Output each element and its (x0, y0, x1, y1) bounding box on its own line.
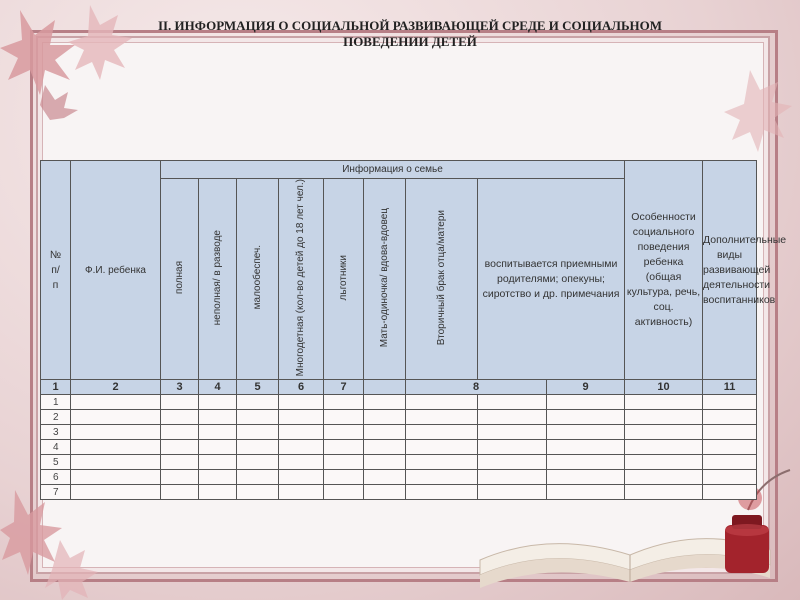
page-title (110, 18, 710, 50)
column-number: 3 (161, 380, 199, 395)
header-child-name-text: Ф.И. ребенка (85, 264, 146, 276)
column-number-row (41, 380, 757, 395)
column-number: 10 (625, 380, 703, 395)
table-row (41, 395, 757, 410)
column-number: 8 (406, 380, 547, 395)
header-behavior-text: Особенности социального поведения ребенка (общая культура, речь, соц. активность) (626, 211, 701, 329)
header-child-name (71, 161, 161, 380)
row-index: 2 (41, 410, 71, 425)
column-number: 5 (237, 380, 279, 395)
column-number: 6 (279, 380, 324, 395)
row-index: 3 (41, 425, 71, 440)
column-number: 7 (324, 380, 364, 395)
header-low-income: малообеспеч. (237, 179, 279, 380)
table-row (41, 485, 757, 500)
header-number-3: п (52, 278, 59, 291)
table-row (41, 410, 757, 425)
column-number: 4 (199, 380, 237, 395)
header-family-info-text: Информация о семье (342, 164, 443, 175)
header-large-family: Многодетная (кол-во детей до 18 лет чел.) (279, 179, 324, 380)
row-index: 7 (41, 485, 71, 500)
table-row (41, 455, 757, 470)
header-family-info (161, 161, 625, 179)
header-single-parent: Мать-одиночка/ вдова-вдовец (364, 179, 406, 380)
header-beneficiaries: льготники (324, 179, 364, 380)
header-number (41, 161, 71, 380)
row-index: 5 (41, 455, 71, 470)
table-row (41, 440, 757, 455)
row-index: 6 (41, 470, 71, 485)
maple-leaves-decoration-right (690, 60, 800, 170)
header-incomplete-family: неполная/ в разводе (199, 179, 237, 380)
header-additional-text: Дополнительные виды развивающей деятельности воспитанников (703, 233, 787, 306)
column-number: 1 (41, 380, 71, 395)
column-number: 11 (703, 380, 757, 395)
table-row (41, 425, 757, 440)
header-foster: воспитывается приемными родителями; опекуны; сиротство и др. примечания (478, 179, 625, 380)
column-number (364, 380, 406, 395)
title-line-1: II. ИНФОРМАЦИЯ О СОЦИАЛЬНОЙ РАЗВИВАЮЩЕЙ СРЕДЕ И СОЦИАЛЬНОМ (157, 18, 663, 33)
header-second-marriage: Вторичный брак отца/матери (406, 179, 478, 380)
title-line-2: ПОВЕДЕНИИ ДЕТЕЙ (343, 34, 477, 49)
table-row (41, 470, 757, 485)
header-additional (703, 161, 787, 380)
row-index: 1 (41, 395, 71, 410)
children-info-table (40, 160, 787, 500)
header-number-1: № (49, 248, 62, 261)
header-complete-family: полная (161, 179, 199, 380)
column-number: 2 (71, 380, 161, 395)
column-number: 9 (547, 380, 625, 395)
header-behavior (625, 161, 703, 380)
row-index: 4 (41, 440, 71, 455)
header-number-2: п/ (51, 263, 60, 276)
